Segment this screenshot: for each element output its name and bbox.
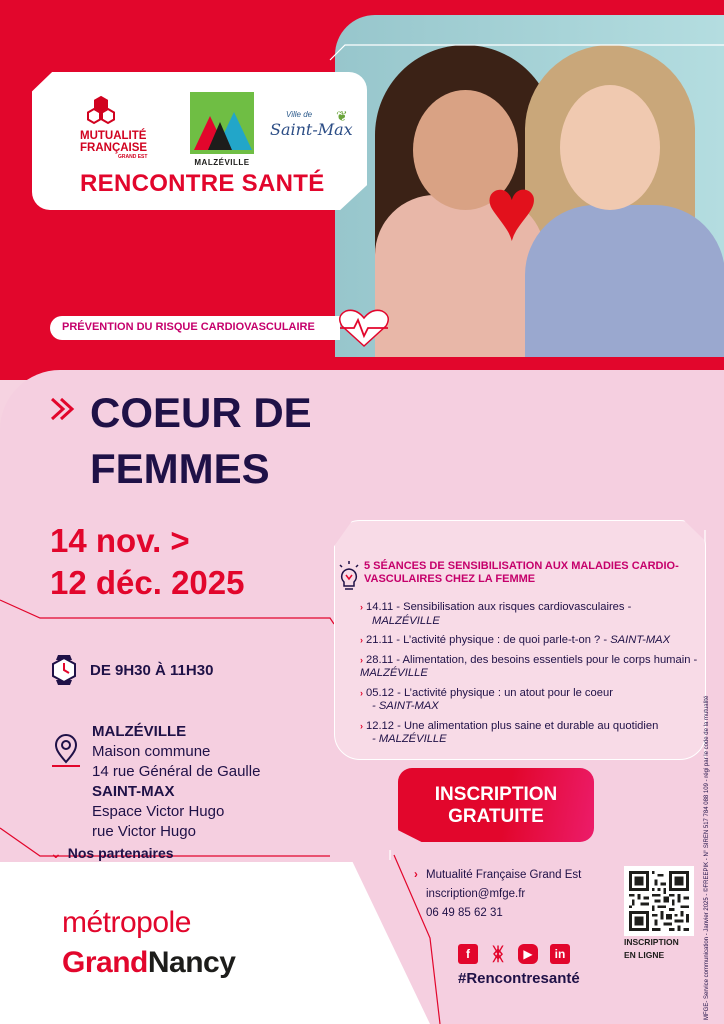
- facebook-icon[interactable]: f: [458, 944, 478, 964]
- partners-heading: ⌄ Nos partenaires: [50, 845, 174, 861]
- prevention-text: PRÉVENTION DU RISQUE CARDIOVASCULAIRE: [62, 321, 315, 333]
- qr-label: INSCRIPTION EN LIGNE: [624, 937, 679, 960]
- main-title: COEUR DE FEMMES: [90, 389, 312, 492]
- contact-email[interactable]: inscription@mfge.fr: [426, 888, 526, 900]
- location-1-place: Maison commune: [92, 743, 211, 760]
- heart-icon: ♥: [485, 160, 539, 260]
- location-2-street: rue Victor Hugo: [92, 823, 196, 840]
- chevron-right-icon: ›: [360, 635, 363, 645]
- event-dates: 14 nov. > 12 déc. 2025: [50, 522, 245, 601]
- contact-phone[interactable]: 06 49 85 62 31: [426, 907, 503, 919]
- location-1-name: MALZÉVILLE: [92, 723, 187, 740]
- legal-footer: MFGE- Service communication - Janvier 2025 - ©FREEPIK - N° SIREN 517 784 088 109 - régi par le code de la mutualité: [704, 695, 710, 1020]
- saintmax-logo-name: Saint-Max: [270, 120, 353, 139]
- chevron-down-icon: ⌄: [50, 845, 62, 861]
- event-type: RENCONTRE SANTÉ: [80, 170, 325, 197]
- chevron-right-icon: ›: [360, 720, 363, 731]
- location-2-name: SAINT-MAX: [92, 783, 175, 800]
- metropole-logo-line1: métropole: [62, 906, 191, 939]
- seances-list: [360, 601, 716, 753]
- hashtag: #Rencontresanté: [458, 970, 580, 987]
- chevron-right-icon: ›: [414, 869, 418, 881]
- locations: [92, 722, 260, 842]
- malzeville-logo-text: MALZÉVILLE: [194, 158, 250, 167]
- list-item: › 12.12 - Une alimentation plus saine et durable au quotidien - MALZÉVILLE: [360, 719, 659, 745]
- list-item: › 14.11 - Sensibilisation aux risques cardiovasculaires - MALZÉVILLE: [360, 601, 632, 627]
- chevron-right-icon: [48, 396, 78, 422]
- tree-icon: ❦: [336, 108, 348, 124]
- youtube-icon[interactable]: ▶: [518, 944, 538, 964]
- seances-heading: 5 SÉANCES DE SENSIBILISATION AUX MALADIES CARDIO-VASCULAIRES CHEZ LA FEMME: [364, 560, 679, 585]
- chevron-right-icon: ›: [360, 654, 363, 665]
- list-item: › 21.11 - L’activité physique : de quoi parle-t-on ? - SAINT-MAX: [360, 634, 671, 646]
- heartbeat-icon: [336, 306, 392, 350]
- clock-icon: [48, 653, 80, 687]
- metropole-logo-line2: GrandNancy: [62, 946, 236, 979]
- qr-code-icon[interactable]: [624, 866, 694, 936]
- location-2-place: Espace Victor Hugo: [92, 803, 225, 820]
- bluesky-icon[interactable]: ᛤ: [492, 944, 504, 964]
- list-item: › 05.12 - L’activité physique : un atout pour le coeur - SAINT-MAX: [360, 686, 613, 712]
- chevron-right-icon: ›: [360, 602, 363, 612]
- mutualite-logo-sub: GRAND EST: [118, 154, 148, 160]
- location-1-street: 14 rue Général de Gaulle: [92, 763, 261, 780]
- saintmax-logo-ville: Ville de: [286, 110, 313, 119]
- chevron-right-icon: ›: [360, 687, 363, 698]
- location-pin-icon: [50, 734, 82, 768]
- contact-info: [414, 866, 582, 923]
- inscription-label: INSCRIPTION GRATUITE: [434, 784, 558, 827]
- contact-org: Mutualité Française Grand Est: [426, 869, 582, 881]
- lightbulb-icon: [338, 560, 360, 592]
- linkedin-icon[interactable]: in: [550, 944, 570, 964]
- mutualite-logo-text: MUTUALITÉ FRANÇAISE: [80, 130, 148, 154]
- event-time: DE 9H30 À 11H30: [90, 662, 214, 679]
- list-item: › 28.11 - Alimentation, des besoins essentiels pour le corps humain - MALZÉVILLE: [360, 653, 698, 679]
